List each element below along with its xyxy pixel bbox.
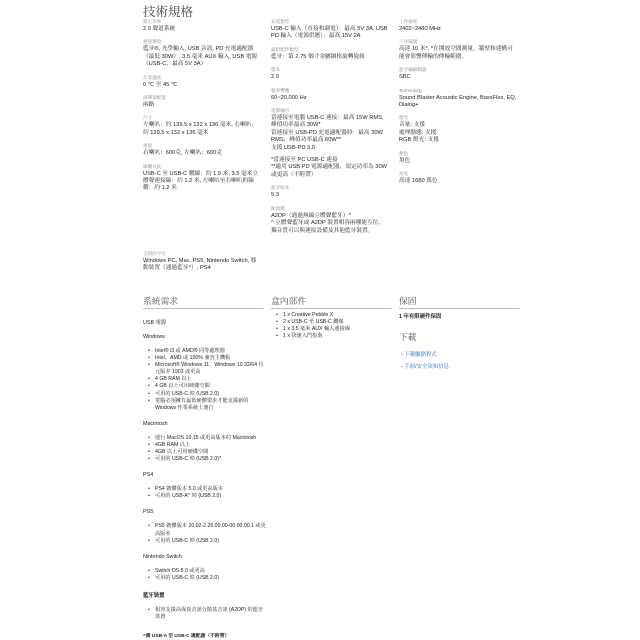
spec-column-3 <box>399 18 517 190</box>
list-item: • 可用的 USB-C 埠 (USB 2.0) <box>155 575 268 582</box>
spec-item: 重量 右喇叭：600克, 左喇叭：600克 <box>143 143 223 157</box>
spec-item: 充電類型 USB-C 輸入（直接和調電）：最高 5V 3A, USB PD 輸入（電源供應）：最高 15V 2A <box>271 19 388 40</box>
spec-item: 隨附配件類型 藍牙：第 2.75 個寸金屬網格旋轉旋鈕 <box>271 46 365 60</box>
list-item: • 電腦必須擁有最低硬體要求才能支援新的 Windows 作業系統上運行 <box>155 398 268 412</box>
requirements-footnote: ^需 USB-A 至 USB-C 適配器（不附帶） <box>143 634 230 639</box>
list-item: • 4GB RAM 以上 <box>155 442 268 449</box>
list-item: • PS4 韌體版本 5.0 或更高版本 <box>155 486 268 493</box>
req-list <box>143 523 268 544</box>
spec-item: 亮度 高達 1680 萬色 <box>399 171 438 185</box>
list-item: • 4 GB RAM 以上 <box>155 376 268 383</box>
list-item: • 1 x 3.5 毫米 AUX 輸入連接線 <box>283 326 391 333</box>
spec-item: 工作頻率 2402~2480 MHz <box>399 19 441 32</box>
list-item: • Switch OS 5.0 或更高 <box>155 568 268 575</box>
spec-item: 顏色 黑色 <box>399 150 411 164</box>
list-item: • 可用的 USB-C 埠 (USB 2.0) <box>155 538 268 545</box>
spec-item: 額定功率 2.0 聲道系統 <box>143 19 176 32</box>
warranty-heading: 保固 <box>399 296 417 306</box>
spec-item: 尺寸 左喇叭：約 139.5 x 132 x 136 毫米, 右喇叭：約 139.5 x 132 x 136 毫米 <box>143 115 258 136</box>
list-item: • 運行 MacOS 10.15 或更高版本的 Macintosh <box>155 435 268 442</box>
list-item: • 1 x 快速入門指南 <box>283 333 391 340</box>
downloads-heading: 下載 <box>399 332 417 342</box>
box-list <box>271 312 391 340</box>
spec-item: 電源輸出 當連接至電腦 USB-C 連接：最高 15W RMS，峰值功率最高 30W* 當連接至 USB-PD 充電適配器時：最高 30W RMS，峰值功率最高 60W** 支援 USB-PD 3.0 <box>271 108 388 151</box>
spec-column-1 <box>143 18 261 198</box>
list-item: • Intel® i3 或 AMD® 同等處理器 <box>155 348 268 355</box>
spec-item: 連接選項 藍牙®, 光學輸入, USB 音訊, PD 充電適配器（最低 30W）, 3.5 毫米 AUX 輸入, USB 電源（USB-C，最高 5V 3A） <box>143 39 258 68</box>
spec-item: 藍牙編解碼器 SBC <box>399 67 427 81</box>
box-contents-heading: 盒內部件 <box>271 296 307 306</box>
req-group-title: Nintendo Switch <box>143 553 182 560</box>
spec-item: 作業溫度 0 ℃ 至 45 ℃ <box>143 74 178 88</box>
req-group-title: PS4 <box>143 472 154 479</box>
list-item: • 相容支援高保真音訊分散基音訊 (A2DP) 的藍牙裝置 <box>155 607 268 621</box>
req-group-title: PS5 <box>143 509 154 516</box>
manual-safety-link[interactable]: › 手冊/安全須知信息 <box>401 362 449 370</box>
req-list <box>143 607 268 621</box>
box-contents <box>271 312 391 349</box>
req-list <box>143 486 268 500</box>
list-item: • 可用的 USB-C 埠 (USB 2.0) <box>155 391 268 398</box>
warranty-text: 1 年有限硬件保固 <box>399 314 442 320</box>
requirements-intro: USB 電源 <box>143 320 167 326</box>
spec-item: *當連接至 PC USB-C 連接 **適用 USB PD 電源適配器，須定功率為 30W 或更高（不附帶） <box>271 157 387 178</box>
list-item: • Intel、AMD 或 100% 兼容主機板 <box>155 355 268 362</box>
list-item: • 4 GB 以上可用硬碟空間 <box>155 383 268 390</box>
list-item: • 4GB 以上可用硬碟空間 <box>155 449 268 456</box>
spec-item: 揚聲器配置 兩路 <box>143 95 166 109</box>
list-item: • 可用的 USB-C 埠 (USB 2.0)^ <box>155 456 268 463</box>
req-group-title: 藍牙裝置 <box>143 592 165 599</box>
divider <box>271 308 391 309</box>
list-item: • 2 x USB-C 至 USB-C 纜線 <box>283 319 391 326</box>
list-item: • PS5 韌體版本 20.02-2.26.00.00-00.00.00.1 或更高版本 <box>155 523 268 537</box>
spec-column-2 <box>271 18 389 240</box>
spec-item: 版本 2.0 <box>271 67 281 81</box>
list-item: • 可用的 USB-A^ 埠 (USB 2.0) <box>155 493 268 500</box>
list-item: • 1 x Creative Pebble X <box>283 312 391 319</box>
list-item: • Microsoft® Windows 11、Windows 10 32/64 位元版本 1903 或更高 <box>155 362 268 376</box>
req-list <box>143 568 268 582</box>
system-requirements <box>143 318 268 630</box>
spec-item: 配置檔 A2DP（通過無線立體聲藍牙）^ ^ 立體聲藍牙或 A2DP 裝置相容兩種能互位，獨音質可以與連接設備及其他藍牙裝置。 <box>271 205 385 234</box>
spec-item: 工作範圍 高達 10 米*, *在開放空間測量。牆壁和建構可能會影響傳輸的傳輸範圍。 <box>399 39 513 60</box>
download-drivers-link[interactable]: › 下載驅動程式 <box>401 350 437 358</box>
req-list <box>143 435 268 463</box>
page-title: 技術規格 <box>143 5 194 19</box>
req-group-title: Windows <box>143 334 165 340</box>
divider <box>399 308 519 309</box>
req-group-title: Macintosh <box>143 420 168 427</box>
spec-item: Technology Sound Blaster Acoustic Engine, BassFlex, EQ, Dialog+ <box>399 87 517 109</box>
supported-platforms: 支援的平台 Windows PC, Mac, PS5, Nintendo Switch, 移動裝置（通過藍牙^）, PS4 <box>143 251 257 272</box>
req-list <box>143 348 268 412</box>
spec-item: 藍牙版本 5.3 <box>271 185 290 199</box>
requirements-heading: 系統需求 <box>143 296 179 306</box>
spec-item: 燈光 音量: 支援 處理動態: 支援 RGB 燈光: 支援 <box>399 115 439 144</box>
divider <box>143 308 263 309</box>
spec-item: 線纜長度 USB-C 至 USB-C 纜線：約 1.5 米, 3.5 毫米立體聲連接線：約 1.2 米, 左喇叭至右喇叭的線纜：約 1.2 米 <box>143 163 259 192</box>
spec-item: 頻率響應 60~20,000 Hz <box>271 87 307 101</box>
